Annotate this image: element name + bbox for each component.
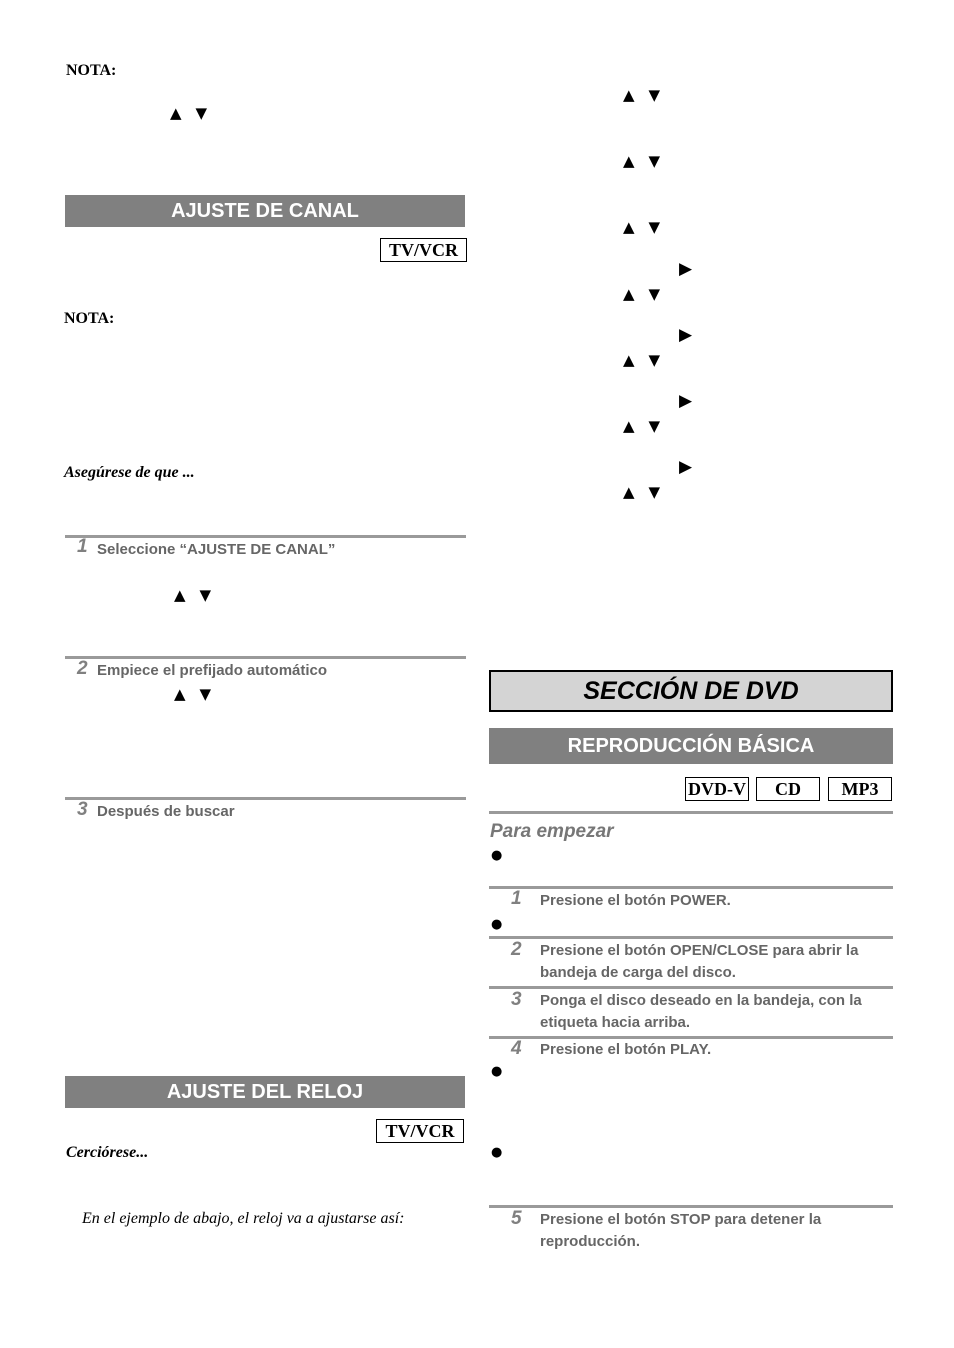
- step-heading: Presione el botón OPEN/CLOSE para abrir la bandeja de carga del disco.: [540, 942, 859, 981]
- bullet-icon: ●: [491, 1145, 503, 1160]
- step-heading: Presione el botón POWER.: [540, 892, 731, 909]
- nota-label-1: NOTA:: [66, 62, 117, 79]
- right-arrow-icon: ▶: [679, 457, 693, 477]
- up-down-arrows-icon: ▲▼: [623, 285, 675, 303]
- step-heading: Después de buscar: [97, 803, 235, 820]
- up-down-arrows-icon: ▲▼: [623, 86, 675, 104]
- step-divider: [489, 1205, 893, 1208]
- up-down-arrows-icon: ▲▼: [170, 104, 222, 122]
- up-down-arrows-icon: ▲▼: [623, 218, 675, 236]
- step-heading: Presione el botón STOP para detener la reproducción.: [540, 1211, 822, 1250]
- step-divider: [489, 936, 893, 939]
- nota-label-2: NOTA:: [64, 310, 115, 327]
- bullet-icon: ●: [491, 848, 503, 863]
- up-down-arrows-icon: ▲▼: [623, 417, 675, 435]
- ajuste-del-reloj-header: AJUSTE DEL RELOJ: [65, 1076, 465, 1108]
- step-number: 3: [77, 799, 88, 820]
- step-number: 4: [511, 1038, 522, 1059]
- step-number: 1: [511, 888, 522, 909]
- cerciorese-label: Cerciórese...: [66, 1144, 149, 1161]
- step-divider: [65, 797, 466, 800]
- up-down-arrows-icon: ▲▼: [174, 586, 226, 604]
- dvd-v-badge: DVD-V: [685, 777, 749, 801]
- tv-vcr-badge: TV/VCR: [380, 238, 467, 262]
- right-arrow-icon: ▶: [679, 259, 693, 279]
- para-empezar-heading: Para empezar: [490, 821, 614, 842]
- reproduccion-basica-header: REPRODUCCIÓN BÁSICA: [489, 728, 893, 764]
- cd-badge: CD: [756, 777, 820, 801]
- ajuste-de-canal-header: AJUSTE DE CANAL: [65, 195, 465, 227]
- step-heading: Ponga el disco deseado en la bandeja, con la etiqueta hacia arriba.: [540, 992, 862, 1031]
- section-divider: [489, 811, 893, 814]
- step-heading: Presione el botón PLAY.: [540, 1041, 712, 1058]
- bullet-icon: ●: [491, 1064, 503, 1079]
- step-heading: Empiece el prefijado automático: [97, 662, 328, 679]
- right-arrow-icon: ▶: [679, 391, 693, 411]
- step-number: 3: [511, 989, 522, 1010]
- step-divider: [489, 986, 893, 989]
- up-down-arrows-icon: ▲▼: [623, 152, 675, 170]
- step-number: 1: [77, 536, 88, 557]
- seccion-de-dvd-title: SECCIÓN DE DVD: [489, 670, 893, 712]
- bullet-icon: ●: [491, 917, 503, 932]
- step-divider: [65, 656, 466, 659]
- ejemplo-text: En el ejemplo de abajo, el reloj va a ajustarse así:: [82, 1210, 405, 1227]
- asegurese-label: Asegúrese de que ...: [64, 464, 195, 481]
- step-number: 2: [511, 939, 522, 960]
- right-arrow-icon: ▶: [679, 325, 693, 345]
- up-down-arrows-icon: ▲▼: [174, 685, 226, 703]
- step-number: 5: [511, 1208, 522, 1229]
- step-heading: Seleccione “AJUSTE DE CANAL”: [97, 541, 336, 558]
- step-divider: [489, 886, 893, 889]
- up-down-arrows-icon: ▲▼: [623, 351, 675, 369]
- step-number: 2: [77, 658, 88, 679]
- mp3-badge: MP3: [828, 777, 892, 801]
- tv-vcr-badge: TV/VCR: [376, 1119, 464, 1143]
- up-down-arrows-icon: ▲▼: [623, 483, 675, 501]
- step-divider: [65, 535, 466, 538]
